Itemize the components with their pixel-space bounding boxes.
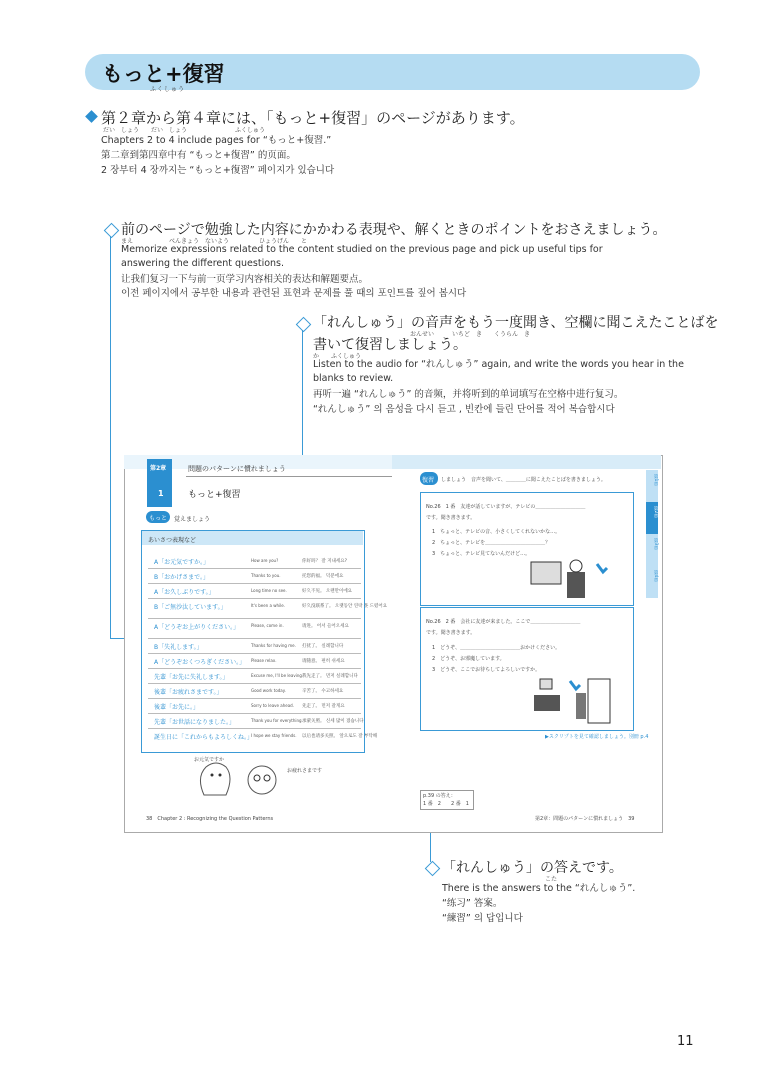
list-item xyxy=(148,553,361,569)
callout2-furigana1: おんせい いちど き くうらん き xyxy=(410,331,531,338)
intro-en: Chapters 2 to 4 include pages for “もっと+復習.” xyxy=(101,135,332,146)
list-item xyxy=(148,728,378,743)
intro-zh: 第二章到第四章中有 “もっと+復習” 的页面。 xyxy=(101,150,296,161)
list-item xyxy=(148,638,361,654)
q2-sub: です。聞き書きます。 xyxy=(426,630,476,636)
expression-translation: 我先走了。 먼저 실례합니다 xyxy=(302,674,358,679)
spread-footer-left: 38 Chapter 2 : Recognizing the Question Patterns xyxy=(146,816,274,822)
arrow-icon xyxy=(570,681,580,689)
answer-box-values: 1 番 2 2 番 1 xyxy=(423,801,469,807)
section-title: もっと+復習 xyxy=(188,490,241,500)
side-tab-label: 第3章 xyxy=(653,538,658,550)
script-note: ▶スクリプトを見て確認しましょう。別冊 p.4 xyxy=(545,734,649,740)
chapter-title: 問題のパターンに慣れましょう xyxy=(188,465,286,473)
expression-jp: B「ご無沙汰しています。」 xyxy=(154,604,227,611)
side-tab-label: 第4章 xyxy=(653,570,658,582)
picture-frame-icon xyxy=(540,679,552,689)
list-item xyxy=(148,713,364,729)
page-number: 11 xyxy=(677,1034,694,1049)
q2-choice-2: 2 どうぞ、お邪魔しています。 xyxy=(432,656,505,662)
tv-icon xyxy=(531,562,561,584)
callout1-ko: 이전 페이지에서 공부한 내용과 관련된 표현과 문제를 풀 때의 포인트를 짚어 봅시다 xyxy=(121,288,467,299)
page-title: もっと+復習 xyxy=(102,62,225,86)
review-instruction: しましょう 音声を聞いて、＿＿＿＿に聞こえたことばを書きましょう。 xyxy=(441,477,606,483)
expression-en: Thanks to you. xyxy=(251,573,281,578)
divider xyxy=(186,476,392,477)
callout2-furigana2: か ふくしゅう xyxy=(313,353,362,360)
intro-heading: 第２章から第４章には、「もっと+復習」のページがあります。 xyxy=(101,109,525,127)
callout3-zh: “练习” 答案。 xyxy=(442,898,503,909)
expression-translation: 你好吗？ 잘 지내세요? xyxy=(302,559,347,564)
q2-choice-3: 3 どうぞ、ここでお待ちしてよろしいですか。 xyxy=(432,667,541,673)
callout2-zh: 再听一遍 “れんしゅう” 的音频，并将听到的单词填写在空格中进行复习。 xyxy=(313,389,624,400)
list-item xyxy=(148,653,361,669)
office-illustration xyxy=(530,675,620,725)
expression-jp: A「どうぞおくつろぎください。」 xyxy=(154,659,246,666)
expression-translation: 承蒙关照。 신세 많이 졌습니다 xyxy=(302,719,364,724)
callout2-heading-line2: 書いて復習しましょう。 xyxy=(313,337,467,353)
callout-diamond-icon xyxy=(296,317,312,333)
expression-en: Good work today. xyxy=(251,688,286,693)
expression-jp: 先輩「お先に失礼します。」 xyxy=(154,674,229,681)
expression-translation: 辛苦了。 수고하세요 xyxy=(302,689,344,694)
expression-en: Thanks for having me. xyxy=(251,643,296,648)
chapter-label: 第2章 xyxy=(150,465,167,472)
page-title-furigana: ふくしゅう xyxy=(150,86,186,93)
expression-jp: 先輩「お世話になりました。」 xyxy=(154,719,236,726)
list-item xyxy=(148,598,388,619)
person-head xyxy=(570,560,582,572)
callout1-en: Memorize expressions related to the content studied on the previous page and pick up useful tips for answering the different questions. xyxy=(121,244,603,269)
callout-diamond-icon xyxy=(104,223,120,239)
q1-choice-3: 3 ちょっと、テレビ見てないんだけど…。 xyxy=(432,551,531,557)
list-item xyxy=(148,668,361,684)
expression-translation: 好久没联系了。 오랫동안 연락 못 드렸어요 xyxy=(302,604,388,609)
expression-list-title: あいさつ表現など xyxy=(148,537,197,544)
motto-badge-label: もっと xyxy=(149,515,168,522)
arrow-icon xyxy=(597,564,607,572)
expression-en: Please relax. xyxy=(251,658,277,663)
expression-en: Thank you for everything. xyxy=(251,718,303,723)
expression-en: I hope we stay friends. xyxy=(251,733,297,738)
expression-en: How are you? xyxy=(251,558,279,563)
list-item xyxy=(148,618,361,639)
expression-translation: 托您的福。 덕분에요 xyxy=(302,574,344,579)
expression-translation: 打扰了。 실례합니다 xyxy=(302,644,344,649)
expression-jp: A「どうぞお上がりください。」 xyxy=(154,624,240,631)
expression-jp: B「失礼します。」 xyxy=(154,644,203,651)
expression-en: Sorry to leave ahead. xyxy=(251,703,294,708)
callout3-furigana: こた xyxy=(545,876,558,883)
q1-choice-2: 2 ちょっと、テレビを＿＿＿＿＿＿＿＿＿＿＿＿？ xyxy=(432,540,551,546)
expression-jp: 後輩「お先に。」 xyxy=(154,704,200,711)
expression-jp: 誕生日に「これからもよろしくね。」 xyxy=(154,734,254,741)
expression-jp: A「お元気ですか。」 xyxy=(154,559,210,566)
expression-en: It's been a while. xyxy=(251,603,285,608)
person-icon xyxy=(576,693,586,719)
callout2-ko: “れんしゅう” 의 음성을 다시 듣고 , 빈칸에 들린 단어를 적어 복습합시다 xyxy=(313,404,615,415)
list-item xyxy=(148,568,361,584)
ghost-left xyxy=(200,763,230,795)
q1-prompt: No.26 1 番 友達が話していますが、テレビの＿＿＿＿＿＿＿＿＿＿ xyxy=(426,504,586,510)
callout2-heading-line1: 「れんしゅう」の音声をもう一度聞き、空欄に聞こえたことばを xyxy=(313,315,719,331)
bullet-diamond-icon xyxy=(85,110,98,123)
ghost-eye xyxy=(219,774,222,777)
callout2-en: Listen to the audio for “れんしゅう” again, and write the words you hear in the blanks to review. xyxy=(313,359,684,384)
spread-footer-right: 第2章：問題のパターンに慣れましょう 39 xyxy=(535,816,635,822)
expression-en: Please, come in. xyxy=(251,623,284,628)
sofa-icon xyxy=(534,695,560,711)
section-number: 1 xyxy=(158,489,164,498)
callout-diamond-icon xyxy=(425,861,441,877)
q2-prompt: No.26 2 番 会社に友達が来ました。ここで＿＿＿＿＿＿＿＿＿＿ xyxy=(426,619,581,625)
answer-box-title: p.39 の答え： xyxy=(423,793,456,799)
callout3-en: There is the answers to the “れんしゅう”. xyxy=(442,883,636,894)
expression-translation: 请随意。 편히 쉬세요 xyxy=(302,659,345,664)
list-item xyxy=(148,698,361,714)
intro-ko: 2 장부터 4 장까지는 “もっと+復習” 페이지가 있습니다 xyxy=(101,165,335,176)
expression-jp: B「おかげさまで。」 xyxy=(154,574,209,581)
list-item xyxy=(148,583,361,599)
expression-translation: 请进。 어서 들어오세요 xyxy=(302,624,349,629)
q1-sub: です。聞き書きます。 xyxy=(426,515,476,521)
ghost-eye xyxy=(211,774,214,777)
ghost-speech: お元気ですか xyxy=(194,757,225,763)
callout1-zh: 让我们复习一下与前一页学习内容相关的表达和解题要点。 xyxy=(121,274,369,285)
ghost-speech: お疲れさまです xyxy=(287,768,323,774)
ghost-right xyxy=(248,766,276,794)
expression-jp: 後輩「お疲れさまです。」 xyxy=(154,689,223,696)
door-icon xyxy=(588,679,610,723)
review-badge-label: 復習 xyxy=(422,477,435,484)
side-tab-label: 第2章 xyxy=(653,506,658,518)
expression-en: Long time no see. xyxy=(251,588,287,593)
list-item xyxy=(148,683,361,699)
motto-text: 覚えましょう xyxy=(174,516,211,523)
expression-jp: A「お久しぶりです。」 xyxy=(154,589,215,596)
q2-choice-1: 1 どうぞ、＿＿＿＿＿＿＿＿＿＿＿＿おかけください。 xyxy=(432,645,561,651)
person-icon xyxy=(567,572,585,598)
connector-line xyxy=(110,236,111,639)
tv-illustration xyxy=(527,556,617,602)
callout3-ko: “練習” 의 답입니다 xyxy=(442,913,523,924)
expression-translation: 先走了。 먼저 갈게요 xyxy=(302,704,345,709)
callout1-furigana: まえ べんきょう ないよう ひょうげん と xyxy=(121,238,308,245)
expression-en: Excuse me, I'll be leaving. xyxy=(251,673,304,678)
side-tab-label: 第1章 xyxy=(653,474,658,486)
q1-choice-1: 1 ちょっと、テレビの音、小さくしてくれないかな…。 xyxy=(432,529,561,535)
expression-translation: 以后也请多关照。 앞으로도 잘 부탁해 xyxy=(302,734,378,739)
callout1-heading: 前のページで勉強した内容にかかわる表現や、解くときのポイントをおさえましょう。 xyxy=(121,222,667,238)
expression-translation: 好久不见。 오랜만이에요 xyxy=(302,589,353,594)
callout3-heading: 「れんしゅう」の答えです。 xyxy=(442,860,623,876)
intro-furigana: だい しょう だい しょう ふくしゅう xyxy=(103,127,266,134)
